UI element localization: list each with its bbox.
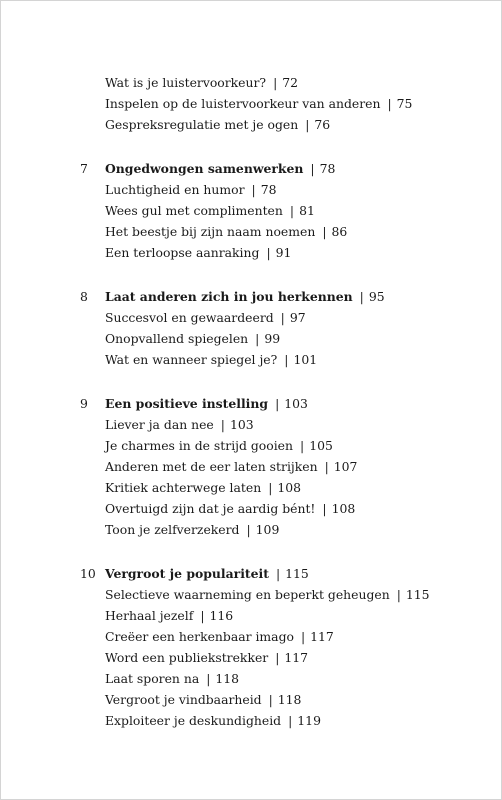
entry-page: 119 — [297, 713, 321, 728]
toc-entry — [0, 179, 502, 200]
entry-title: Laat sporen na — [105, 671, 200, 686]
separator: | — [280, 310, 285, 325]
intro-section — [0, 72, 502, 135]
entry-page: 117 — [310, 629, 334, 644]
separator: | — [324, 459, 329, 474]
toc-entry — [0, 584, 502, 605]
toc-entry — [0, 307, 502, 328]
chapter-heading — [0, 286, 502, 307]
chapter-heading — [0, 563, 502, 584]
entry-title: Overtuigd zijn dat je aardig bént! — [105, 501, 316, 516]
toc-entry — [0, 626, 502, 647]
toc-entry — [0, 498, 502, 519]
separator: | — [220, 417, 225, 432]
entry-title: Luchtigheid en humor — [105, 182, 245, 197]
entry-title: Herhaal jezelf — [105, 608, 194, 623]
section-gap — [0, 540, 502, 563]
entry-title: Succesvol en gewaardeerd — [105, 310, 274, 325]
toc-entry — [0, 689, 502, 710]
entry-page: 108 — [331, 501, 356, 516]
entry-title: Gespreksregulatie met je ogen — [105, 117, 299, 132]
chapter-10-section — [0, 563, 502, 731]
entry-page: 81 — [299, 203, 315, 218]
toc-entry — [0, 72, 502, 93]
toc-entry — [0, 114, 502, 135]
toc-entry — [0, 456, 502, 477]
entry-page: 118 — [277, 692, 302, 707]
separator: | — [284, 352, 289, 367]
entry-title: Exploiteer je deskundigheid — [105, 713, 282, 728]
entry-page: 118 — [215, 671, 240, 686]
toc-entry — [0, 647, 502, 668]
entry-title: Wees gul met complimenten — [105, 203, 283, 218]
separator: | — [200, 608, 205, 623]
entry-page: 97 — [289, 310, 306, 325]
chapter-page: 78 — [319, 161, 336, 176]
entry-title: Een terloopse aanraking — [105, 245, 260, 260]
separator: | — [305, 117, 310, 132]
entry-page: 101 — [293, 352, 318, 367]
entry-page: 115 — [405, 587, 430, 602]
separator: | — [396, 587, 401, 602]
separator: | — [251, 182, 256, 197]
separator: | — [268, 480, 273, 495]
toc-entry — [0, 328, 502, 349]
separator: | — [275, 396, 280, 411]
chapter-title: Een positieve instelling — [105, 396, 269, 411]
chapter-heading — [0, 158, 502, 179]
chapter-8-section — [0, 286, 502, 370]
chapter-number: 9 — [80, 396, 88, 411]
entry-page: 108 — [277, 480, 302, 495]
separator: | — [359, 289, 364, 304]
entry-title: Inspelen op de luistervoorkeur van anderen — [105, 96, 381, 111]
entry-page: 86 — [331, 224, 348, 239]
section-gap — [0, 263, 502, 286]
chapter-7-section — [0, 158, 502, 263]
chapter-number: 8 — [80, 289, 88, 304]
toc-entry — [0, 242, 502, 263]
chapter-number: 7 — [80, 161, 88, 176]
toc-entry — [0, 414, 502, 435]
entry-page: 78 — [260, 182, 277, 197]
toc-entry — [0, 710, 502, 731]
entry-page: 75 — [396, 96, 413, 111]
chapter-title: Laat anderen zich in jou herkennen — [105, 289, 353, 304]
chapter-page: 95 — [368, 289, 385, 304]
entry-title: Creëer een herkenbaar imago — [105, 629, 294, 644]
separator: | — [206, 671, 211, 686]
entry-page: 107 — [333, 459, 358, 474]
chapter-title: Vergroot je populariteit — [105, 566, 269, 581]
entry-title: Anderen met de eer laten strijken — [105, 459, 318, 474]
toc-entry — [0, 605, 502, 626]
entry-title: Word een publiekstrekker — [105, 650, 269, 665]
section-gap — [0, 135, 502, 158]
entry-page: 72 — [282, 75, 299, 90]
entry-page: 105 — [309, 438, 333, 453]
separator: | — [255, 331, 260, 346]
toc-entry — [0, 93, 502, 114]
entry-title: Het beestje bij zijn naam noemen — [105, 224, 316, 239]
entry-title: Onopvallend spiegelen — [105, 331, 249, 346]
chapter-heading — [0, 393, 502, 414]
entry-title: Kritiek achterwege laten — [105, 480, 262, 495]
toc-entry — [0, 349, 502, 370]
separator: | — [246, 522, 251, 537]
separator: | — [275, 650, 280, 665]
separator: | — [266, 245, 271, 260]
toc-entry — [0, 435, 502, 456]
chapter-number: 10 — [80, 566, 96, 581]
entry-page: 117 — [284, 650, 309, 665]
entry-title: Liever ja dan nee — [105, 417, 214, 432]
entry-title: Wat en wanneer spiegel je? — [105, 352, 278, 367]
toc-entry — [0, 519, 502, 540]
separator: | — [275, 566, 281, 581]
entry-page: 116 — [209, 608, 234, 623]
separator: | — [322, 224, 327, 239]
entry-page: 91 — [275, 245, 292, 260]
separator: | — [310, 161, 315, 176]
chapter-title: Ongedwongen samenwerken — [105, 161, 304, 176]
entry-page: 103 — [229, 417, 254, 432]
entry-page: 109 — [255, 522, 280, 537]
chapter-page: 103 — [284, 396, 308, 411]
entry-title: Je charmes in de strijd gooien — [105, 438, 293, 453]
entry-page: 99 — [264, 331, 281, 346]
separator: | — [300, 629, 306, 644]
entry-page: 76 — [314, 117, 331, 132]
table-of-contents — [0, 72, 502, 731]
toc-entry — [0, 668, 502, 689]
entry-title: Vergroot je vindbaarheid — [105, 692, 262, 707]
chapter-page: 115 — [285, 566, 309, 581]
toc-entry — [0, 200, 502, 221]
separator: | — [288, 713, 293, 728]
toc-entry — [0, 477, 502, 498]
separator: | — [289, 203, 295, 218]
entry-title: Selectieve waarneming en beperkt geheugen — [105, 587, 390, 602]
chapter-9-section — [0, 393, 502, 540]
toc-entry — [0, 221, 502, 242]
entry-title: Wat is je luistervoorkeur? — [105, 75, 267, 90]
separator: | — [268, 692, 273, 707]
separator: | — [300, 438, 305, 453]
separator: | — [387, 96, 392, 111]
section-gap — [0, 370, 502, 393]
separator: | — [322, 501, 327, 516]
entry-title: Toon je zelfverzekerd — [105, 522, 240, 537]
separator: | — [273, 75, 278, 90]
